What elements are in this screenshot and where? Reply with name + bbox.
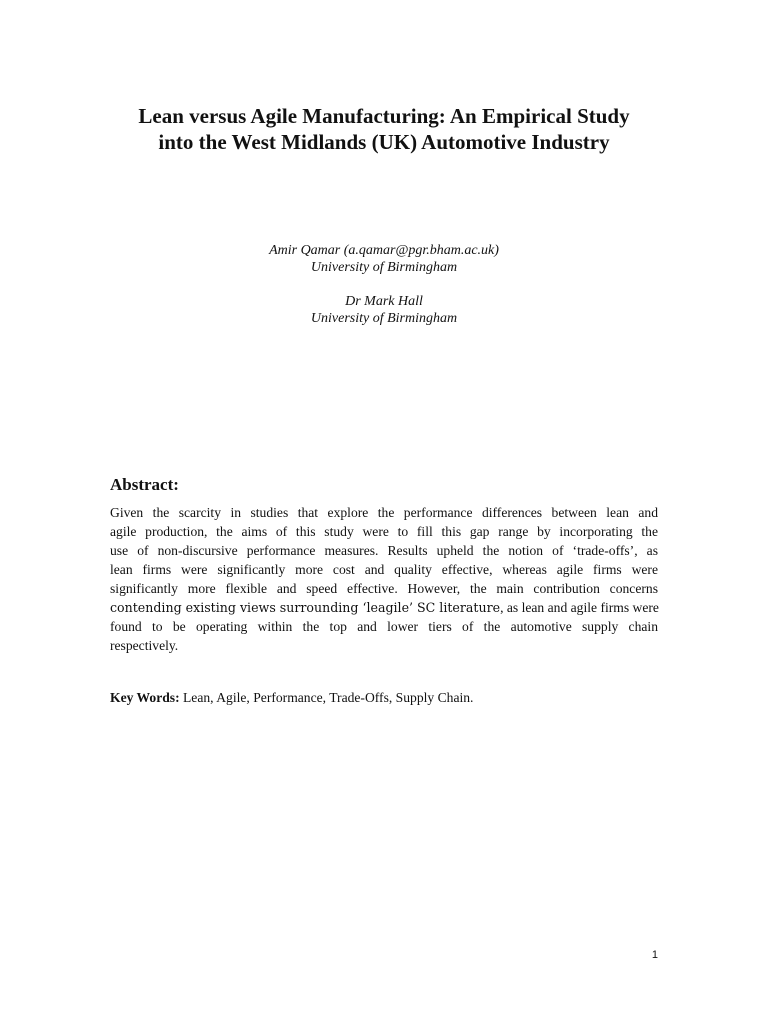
- author-1: [100, 242, 668, 276]
- keywords: [110, 688, 658, 707]
- author-2-name: Dr Mark Hall: [345, 294, 423, 309]
- author-1-affiliation: University of Birmingham: [310, 260, 458, 275]
- abstract-line-4: lean firms were significantly more cost and quality effective, whereas agile firms were: [110, 562, 658, 577]
- page-number: 1: [651, 949, 658, 961]
- abstract-line-6-part-b: , as lean and agile firms were: [500, 600, 659, 615]
- abstract-line-6-part-a: contending existing views surrounding ‘leagile’ SC literature: [110, 600, 501, 615]
- keywords-label: Key Words:: [110, 690, 180, 705]
- author-list: [100, 242, 668, 344]
- author-2-affiliation: University of Birmingham: [310, 311, 458, 326]
- abstract-line-5: significantly more flexible and speed effective. However, the main contribution concerns: [110, 581, 658, 596]
- abstract-line-7: found to be operating within the top and lower tiers of the automotive supply chain: [110, 619, 658, 634]
- abstract-line-3: use of non-discursive performance measures. Results upheld the notion of ‘trade-offs’, as: [110, 543, 658, 558]
- paper-title-line-1: Lean versus Agile Manufacturing: An Empirical Study: [138, 104, 630, 128]
- abstract-line-8: respectively.: [110, 638, 179, 653]
- abstract-line-1: Given the scarcity in studies that explore the performance differences between lean and: [110, 505, 658, 520]
- paper-title-line-2: into the West Midlands (UK) Automotive Industry: [158, 130, 610, 154]
- abstract-body: [110, 503, 658, 655]
- abstract-heading: Abstract:: [110, 475, 179, 494]
- keywords-text: Lean, Agile, Performance, Trade-Offs, Supply Chain.: [179, 690, 474, 705]
- abstract-line-6: [110, 598, 658, 617]
- author-2: [100, 293, 668, 327]
- author-1-name-email: Amir Qamar (a.qamar@pgr.bham.ac.uk): [269, 243, 499, 258]
- abstract-line-2: agile production, the aims of this study were to fill this gap range by incorporating the: [110, 524, 658, 539]
- paper-title: [80, 103, 688, 155]
